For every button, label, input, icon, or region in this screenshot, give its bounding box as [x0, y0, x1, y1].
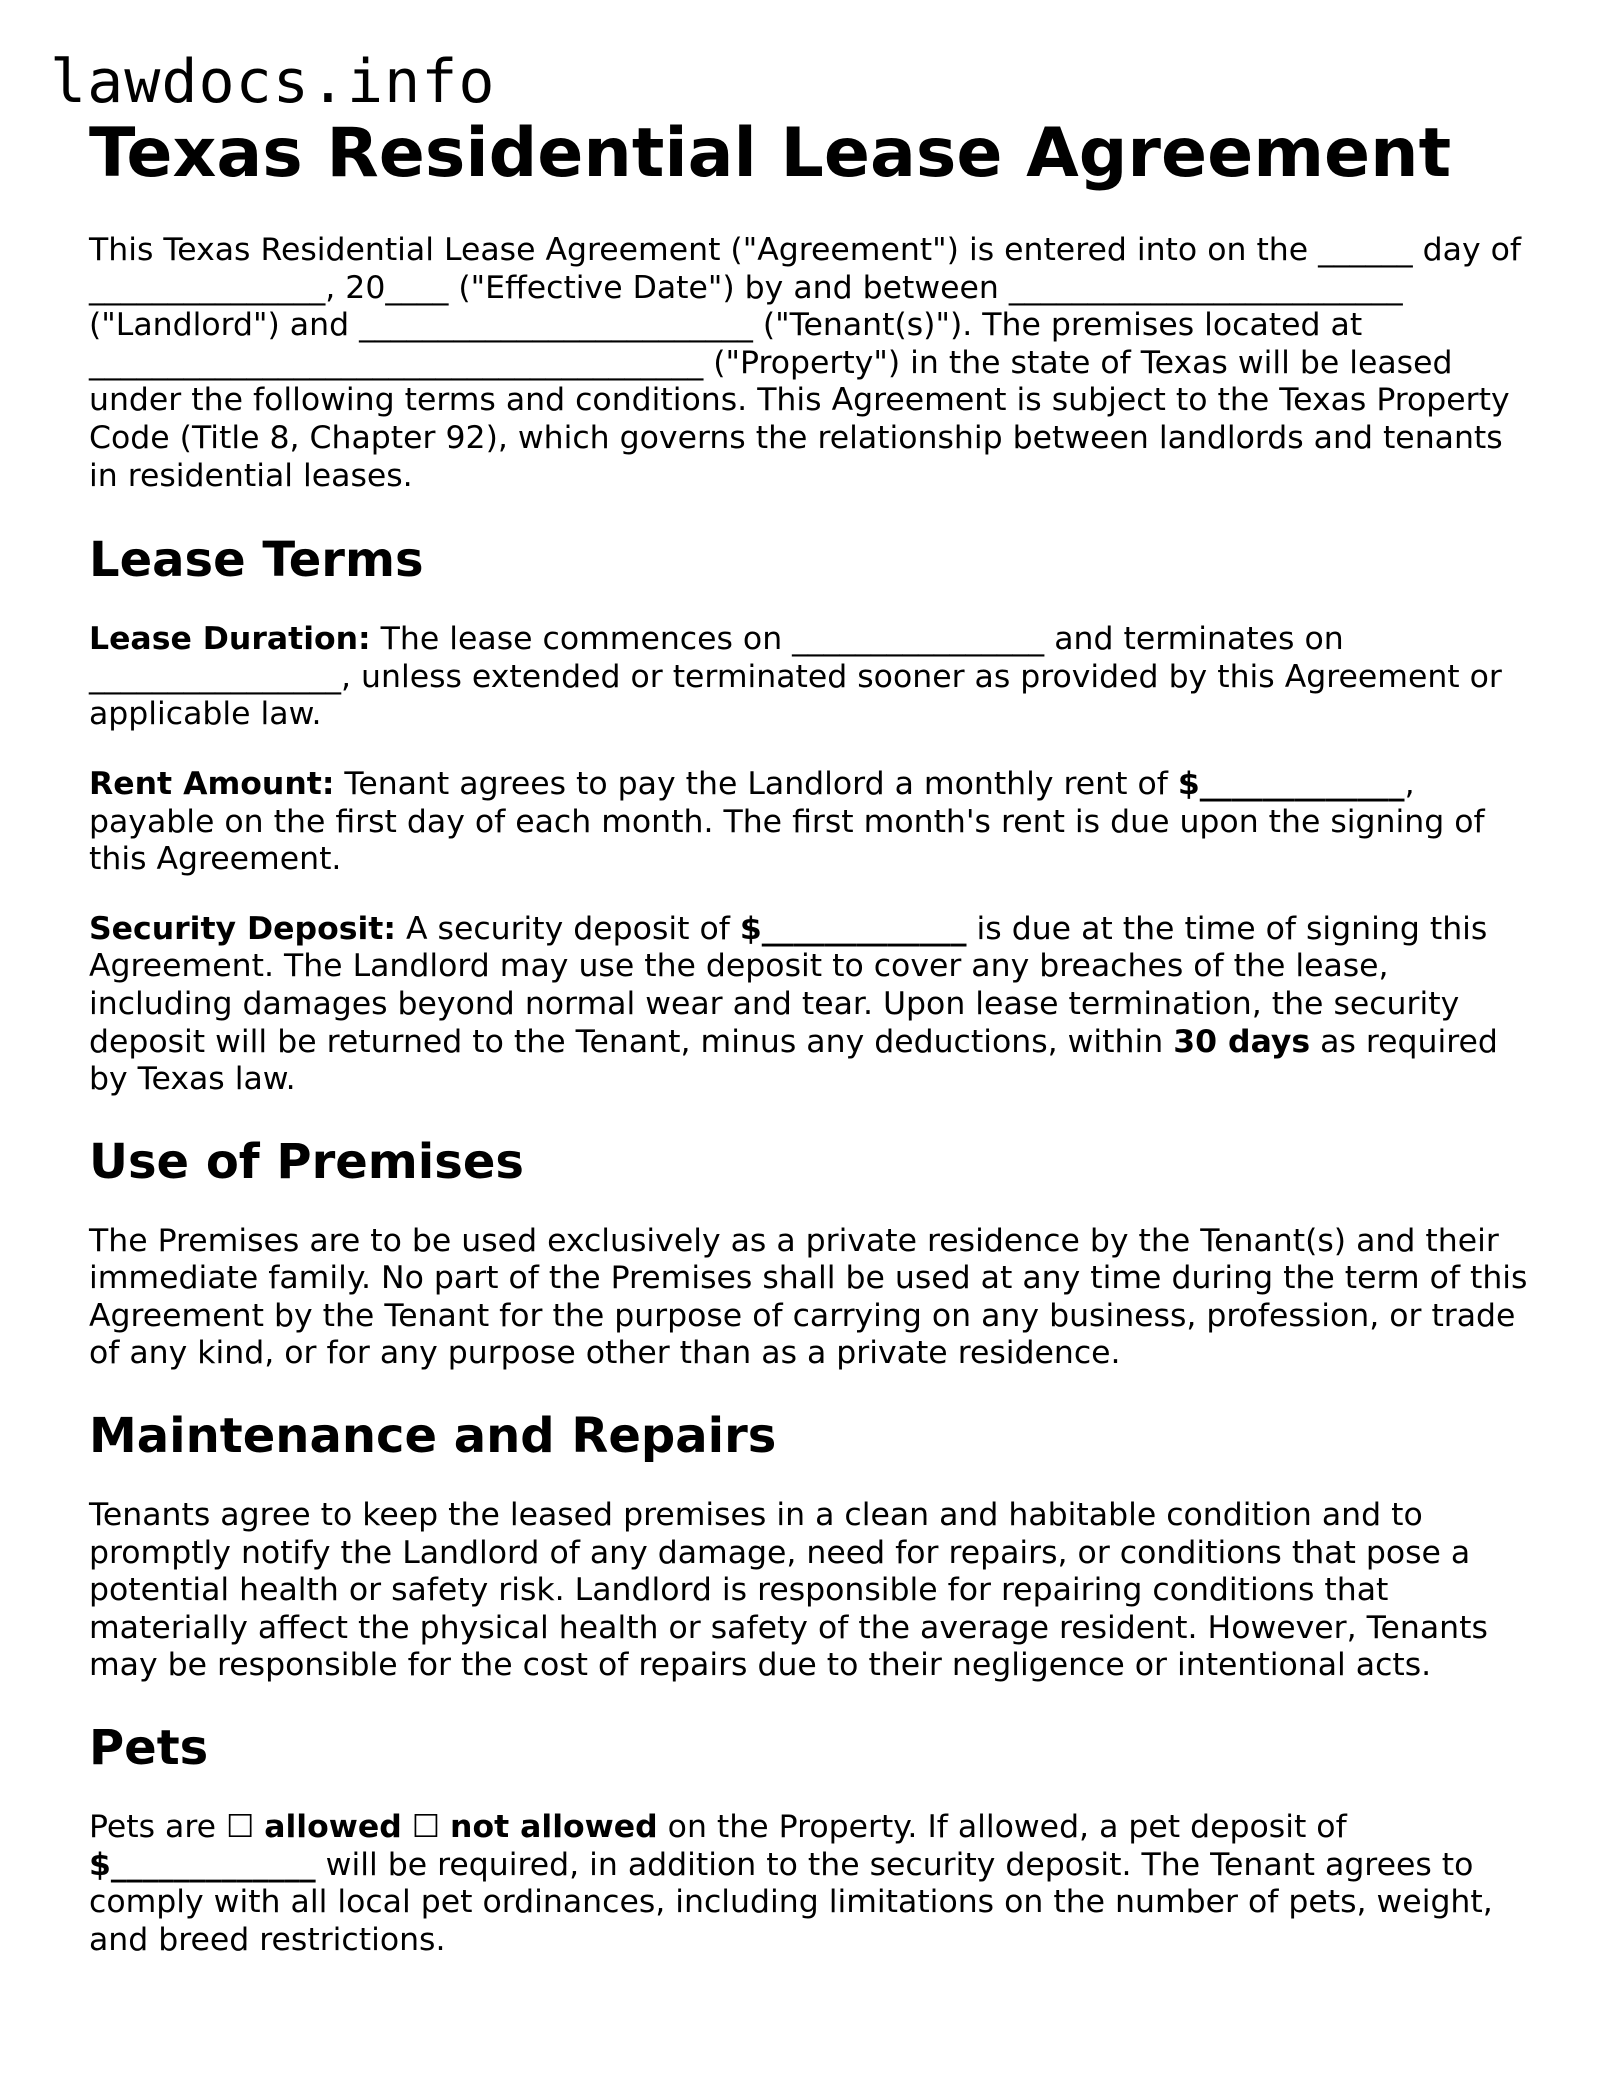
pets-text-c: will be required, in addition to the security deposit. The Tenant agrees to comply with all local pet ordinances, including limitations on the number of pets, weight, and breed restrictions.	[89, 1846, 1493, 1958]
section-heading-pets: Pets	[89, 1720, 209, 1777]
use-of-premises-paragraph: The Premises are to be used exclusively as a private residence by the Tenant(s) and their immediate family. No part of the Premises shall be used at any time during the term of this Agreement by the Tenant for the purpose of carrying on any business, profession, or trade of any kind, or for any purpose other than as a private residence.	[89, 1222, 1528, 1372]
deposit-text-b: is due at the time of signing this Agreement. The Landlord may use the deposit to cover any breaches of the lease, including damages beyond normal wear and tear. Upon lease termination, the security deposit will be returned to the Tenant, minus any deductions, within	[89, 910, 1488, 1060]
pets-text-b: on the Property. If allowed, a pet deposit of	[657, 1809, 1347, 1846]
section-heading-use-of-premises: Use of Premises	[89, 1133, 524, 1190]
rent-amount-label: Rent Amount:	[89, 765, 335, 802]
deposit-amount-blank: $_____________	[739, 910, 967, 947]
document-title: Texas Residential Lease Agreement	[89, 114, 1452, 193]
security-deposit-paragraph	[89, 911, 1529, 1099]
security-deposit-label: Security Deposit:	[89, 910, 396, 947]
checkbox-allowed-icon[interactable]: ☐	[225, 1809, 255, 1846]
section-heading-lease-terms: Lease Terms	[89, 532, 424, 589]
section-heading-maintenance: Maintenance and Repairs	[89, 1408, 777, 1465]
rent-amount-paragraph	[89, 766, 1529, 879]
checkbox-not-allowed-icon[interactable]: ☐	[411, 1809, 441, 1846]
watermark: lawdocs.info	[50, 47, 496, 117]
pets-paragraph	[89, 1809, 1529, 1959]
maintenance-paragraph: Tenants agree to keep the leased premises in a clean and habitable condition and to promptly notify the Landlord of any damage, need for repairs, or conditions that pose a potential health or safety risk. Landlord is responsible for repairing conditions that materially affect the physical health or safety of the average resident. However, Tenants may be responsible for the cost of repairs due to their negligence or intentional acts.	[89, 1497, 1488, 1684]
rent-text-b: , payable on the first day of each month. The first month's rent is due upon the signing of this Agreement.	[89, 765, 1485, 878]
pet-deposit-blank: $_____________	[89, 1846, 316, 1883]
deposit-text-a: A security deposit of	[395, 910, 740, 947]
rent-text-a: Tenant agrees to pay the Landlord a monthly rent of	[334, 765, 1178, 802]
lease-duration-label: Lease Duration:	[89, 621, 371, 658]
allowed-label: allowed	[264, 1809, 402, 1846]
pets-text-a: Pets are	[89, 1809, 226, 1846]
deposit-text-c: as required by Texas law.	[89, 1023, 1498, 1098]
not-allowed-label: not allowed	[450, 1809, 658, 1846]
lease-duration-text: The lease commences on ________________ and terminates on ________________, unless extended or terminated sooner as provided by this Agreement or applicable law.	[89, 621, 1502, 733]
lease-duration-paragraph	[89, 621, 1529, 734]
intro-paragraph: This Texas Residential Lease Agreement ("Agreement") is entered into on the ______ day of _______________, 20____ ("Effective Date") by and between _________________________ ("Landlord") and _________________________ ("Tenant(s)"). The premises located at _______________________________________ ("Property") in the state of Texas will be leased under the following terms and conditions. This Agreement is subject to the Texas Property Code (Title 8, Chapter 92), which governs the relationship between landlords and tenants in residential leases.	[89, 232, 1521, 494]
document-body	[89, 110, 1529, 1959]
rent-amount-blank: $_____________	[1177, 765, 1405, 802]
deposit-days: 30 days	[1173, 1023, 1311, 1060]
